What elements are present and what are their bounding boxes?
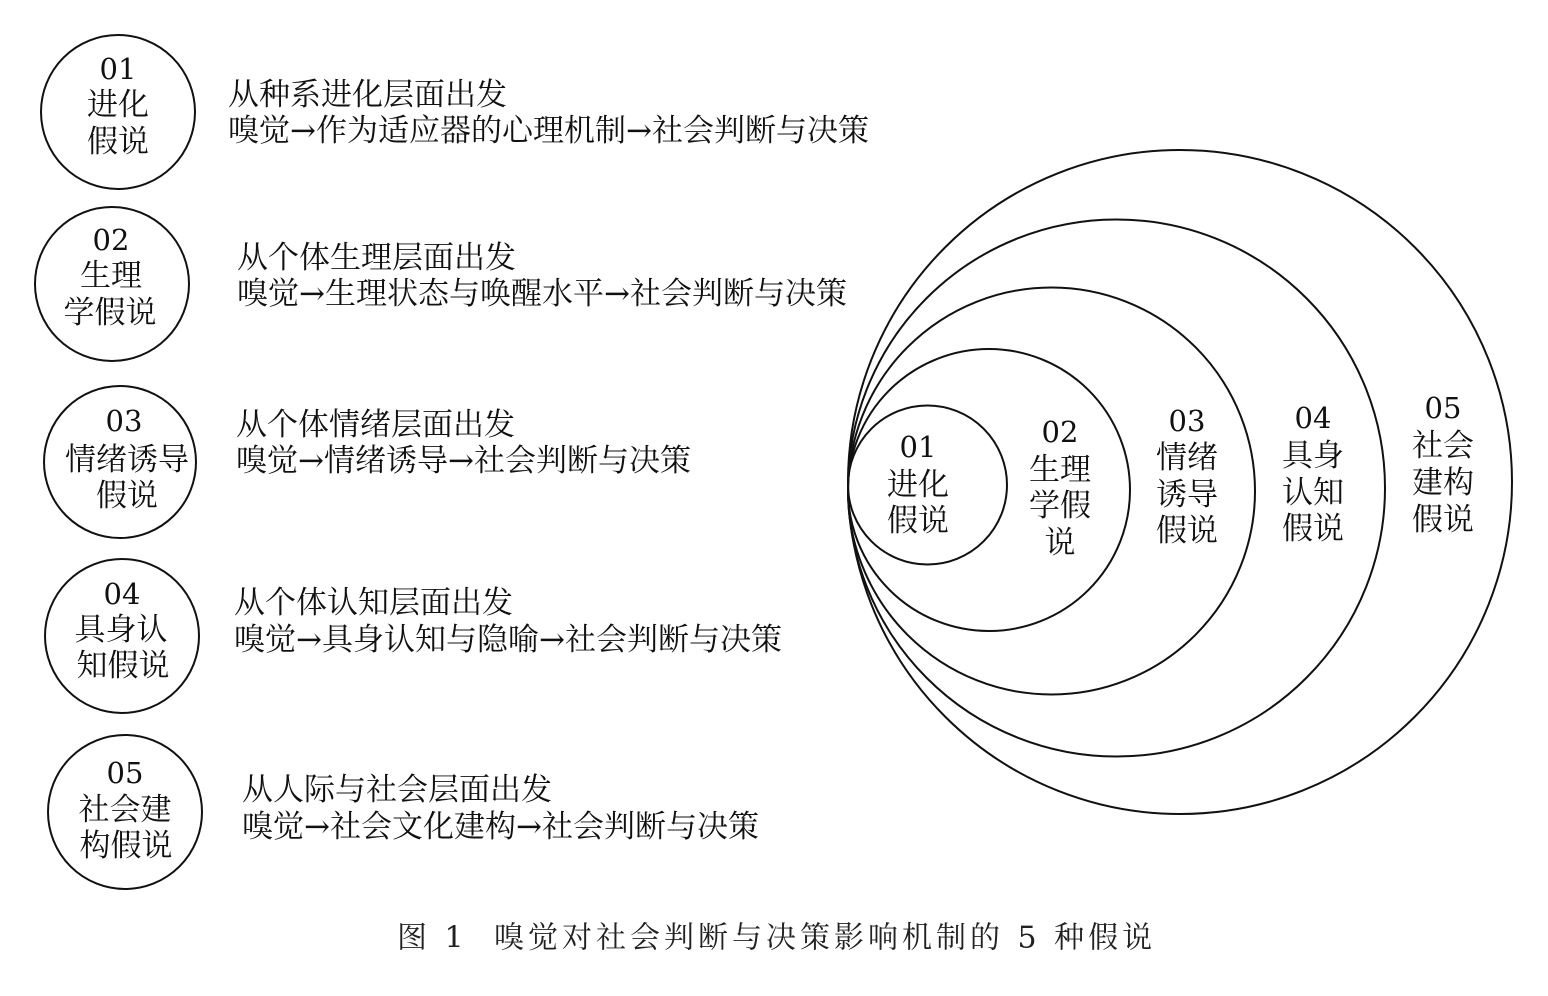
nested-label-line: 认知: [1282, 475, 1344, 511]
hypothesis-name-line: 社会建: [78, 792, 172, 828]
hypothesis-pathway: 嗅觉→情绪诱导→社会判断与决策: [236, 443, 691, 479]
hypothesis-level: 从种系进化层面出发: [228, 77, 507, 113]
hypothesis-name-line: 情绪诱导: [65, 442, 189, 478]
hypothesis-number: 01: [99, 52, 137, 86]
nested-label-line: 进化: [887, 467, 949, 503]
nested-number: 02: [1041, 415, 1079, 449]
hypothesis-number: 02: [92, 223, 130, 257]
hypothesis-pathway: 嗅觉→社会文化建构→社会判断与决策: [242, 809, 759, 845]
hypothesis-name-line: 进化: [87, 87, 149, 123]
hypothesis-name-line: 学假说: [63, 295, 157, 331]
hypothesis-level: 从个体生理层面出发: [237, 240, 516, 276]
hypothesis-name-line: 假说: [96, 478, 158, 514]
nested-number: 05: [1424, 391, 1462, 425]
hypothesis-row-05: [48, 735, 759, 889]
hypothesis-name-line: 构假说: [79, 828, 173, 864]
nested-label-line: 社会: [1412, 428, 1474, 464]
nested-label-line: 生理: [1029, 452, 1091, 488]
hypothesis-pathway: 嗅觉→生理状态与唤醒水平→社会判断与决策: [237, 276, 847, 312]
hypothesis-number: 03: [105, 404, 143, 438]
hypothesis-level: 从个体情绪层面出发: [236, 407, 515, 443]
hypothesis-row-04: [45, 559, 782, 713]
nested-label-01: [887, 430, 949, 539]
hypothesis-name-line: 知假说: [76, 648, 170, 684]
nested-label-line: 假说: [1412, 502, 1474, 538]
nested-label-line: 学假: [1029, 488, 1091, 524]
nested-hypotheses-diagram: [848, 150, 1512, 814]
hypothesis-name-line: 假说: [87, 124, 149, 160]
hypothesis-level: 从人际与社会层面出发: [242, 772, 552, 808]
nested-label-line: 情绪: [1156, 440, 1218, 476]
nested-label-line: 建构: [1412, 465, 1474, 501]
nested-label-03: [1156, 404, 1218, 549]
figure-number: 图 1: [397, 920, 468, 956]
hypothesis-number: 05: [106, 756, 144, 790]
nested-label-line: 具身: [1282, 438, 1344, 474]
hypothesis-name-line: 生理: [80, 258, 142, 294]
nested-label-05: [1412, 391, 1474, 538]
hypothesis-level: 从个体认知层面出发: [234, 585, 513, 621]
figure-title: 嗅觉对社会判断与决策影响机制的 5 种假说: [494, 920, 1157, 956]
nested-label-line: 假说: [887, 503, 949, 539]
hypothesis-row-01: [41, 35, 869, 189]
hypothesis-number: 04: [103, 577, 141, 611]
nested-label-line: 说: [1044, 525, 1076, 561]
nested-label-line: 假说: [1282, 511, 1344, 547]
nested-number: 03: [1168, 404, 1206, 438]
nested-label-04: [1282, 401, 1344, 547]
hypothesis-row-03: [44, 386, 691, 538]
hypothesis-pathway: 嗅觉→具身认知与隐喻→社会判断与决策: [234, 622, 782, 658]
nested-number: 01: [899, 430, 937, 464]
nested-label-line: 诱导: [1156, 477, 1218, 513]
hypothesis-row-02: [35, 207, 847, 361]
nested-number: 04: [1294, 401, 1332, 435]
figure-caption: [397, 921, 1156, 956]
nested-label-line: 假说: [1156, 513, 1218, 549]
nested-label-02: [1029, 415, 1091, 561]
hypothesis-name-line: 具身认: [74, 612, 168, 648]
hypothesis-pathway: 嗅觉→作为适应器的心理机制→社会判断与决策: [228, 113, 869, 149]
